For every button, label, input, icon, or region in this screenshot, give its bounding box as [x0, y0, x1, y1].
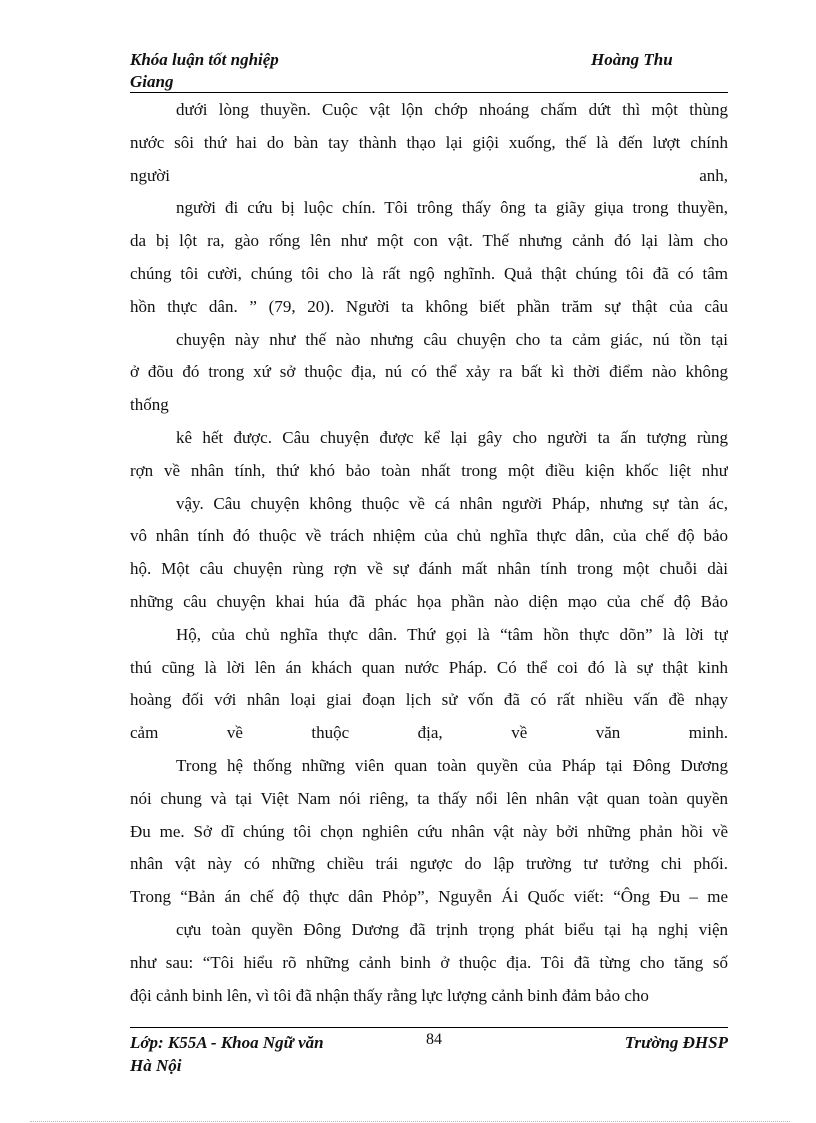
footer-divider [130, 1027, 728, 1028]
text-line: da bị lột ra, gào rống lên như một con vật. Thế nhưng cảnh đó lại làm cho [130, 231, 728, 251]
header-author-continuation: Giang [130, 72, 174, 91]
page-edge-line [30, 1121, 790, 1122]
text-line: vậy. Câu chuyện không thuộc về cá nhân người Pháp, nhưng sự tàn ác, [176, 493, 728, 513]
footer-university: Trường ĐHSP [624, 1033, 728, 1052]
text-line: như sau: “Tôi hiểu rõ những cảnh binh ở thuộc địa. Tôi đã từng cho tăng số [130, 952, 728, 972]
text-line: Trong “Bản án chế độ thực dân Phỏp”, Nguyễn Ái Quốc viết: “Ông Đu – me [130, 887, 728, 907]
text-line: chuyện này như thế nào nhưng câu chuyện cho ta cảm giác, nú tồn tại [176, 329, 728, 349]
header-divider [130, 92, 728, 93]
text-line: rợn về nhân tính, thứ khó bảo toàn nhất trong một điều kiện khốc liệt như [130, 460, 728, 480]
footer-class-info: Lớp: K55A - Khoa Ngữ văn [130, 1033, 324, 1052]
text-line: cựu toàn quyền Đông Dương đã trịnh trọng phát biểu tại hạ nghị viện [176, 919, 728, 939]
text-line: dưới lòng thuyền. Cuộc vật lộn chớp nhoáng chấm dứt thì một thùng [176, 100, 728, 119]
text-line: nước sôi thứ hai do bàn tay thành thạo lại giội xuống, thế là đến lượt chính [130, 132, 728, 152]
text-line: ở đõu đó trong xứ sở thuộc địa, nú có thể xảy ra bất kì thời điểm nào không [130, 362, 728, 382]
text-line: kê hết được. Câu chuyện được kể lại gây cho người ta ấn tượng rùng [176, 427, 728, 447]
text-line: Hộ, của chủ nghĩa thực dân. Thứ gọi là “tâm hồn thực dõn” là lời tự [176, 624, 728, 644]
text-line: đội cảnh binh lên, vì tôi đã nhận thấy rằng lực lượng cảnh binh đảm bảo cho [130, 985, 649, 1005]
text-line: chúng tôi cười, chúng tôi cho là rất ngộ nghĩnh. Quả thật chúng tôi đã có tâm [130, 263, 728, 283]
text-line: hoàng đối với nhân loại giai đoạn lịch sử vốn đã có rất nhiều vấn đề nhạy [130, 690, 728, 710]
text-line: Trong hệ thống những viên quan toàn quyền của Pháp tại Đông Dương [176, 755, 728, 775]
page-header [130, 50, 728, 91]
body-text [130, 94, 728, 1012]
text-line: hộ. Một câu chuyện rùng rợn về sự đánh mất nhân tính trong một chuỗi dài [130, 559, 728, 579]
text-line: người đi cứu bị luộc chín. Tôi trông thấy ông ta giãy giụa trong thuyền, [176, 198, 728, 218]
text-line: người anh, [130, 165, 728, 185]
text-line: nhân vật này có những chiều trái ngược do lập trường tư tưởng chi phối. [130, 854, 728, 874]
text-line: thú cũng là lời lên án khách quan nước Pháp. Có thể coi đó là sự thật kinh [130, 657, 728, 677]
text-line: cảm về thuộc địa, về văn minh. [130, 723, 728, 743]
header-thesis-title: Khóa luận tốt nghiệp [130, 50, 279, 69]
text-line: vô nhân tính đó thuộc về trách nhiệm của chủ nghĩa thực dân, của chế độ bảo [130, 526, 728, 546]
text-line: thống [130, 395, 169, 415]
text-line: Đu me. Sở dĩ chúng tôi chọn nghiên cứu nhân vật này bởi những phản hồi về [130, 821, 728, 841]
text-line: những câu chuyện khai húa đã phác họa phần nào diện mạo của chế độ Bảo [130, 591, 728, 611]
header-author-name: Hoàng Thu [591, 50, 673, 69]
text-line: nói chung và tại Việt Nam nói riêng, ta thấy nổi lên nhân vật quan toàn quyền [130, 788, 728, 808]
header-row [130, 50, 728, 72]
page-number: 84 [426, 1031, 442, 1048]
text-line: hồn thực dân. ” (79, 20). Người ta không biết phần trăm sự thật của câu [130, 296, 728, 316]
footer-university-continuation: Hà Nội [130, 1056, 182, 1075]
